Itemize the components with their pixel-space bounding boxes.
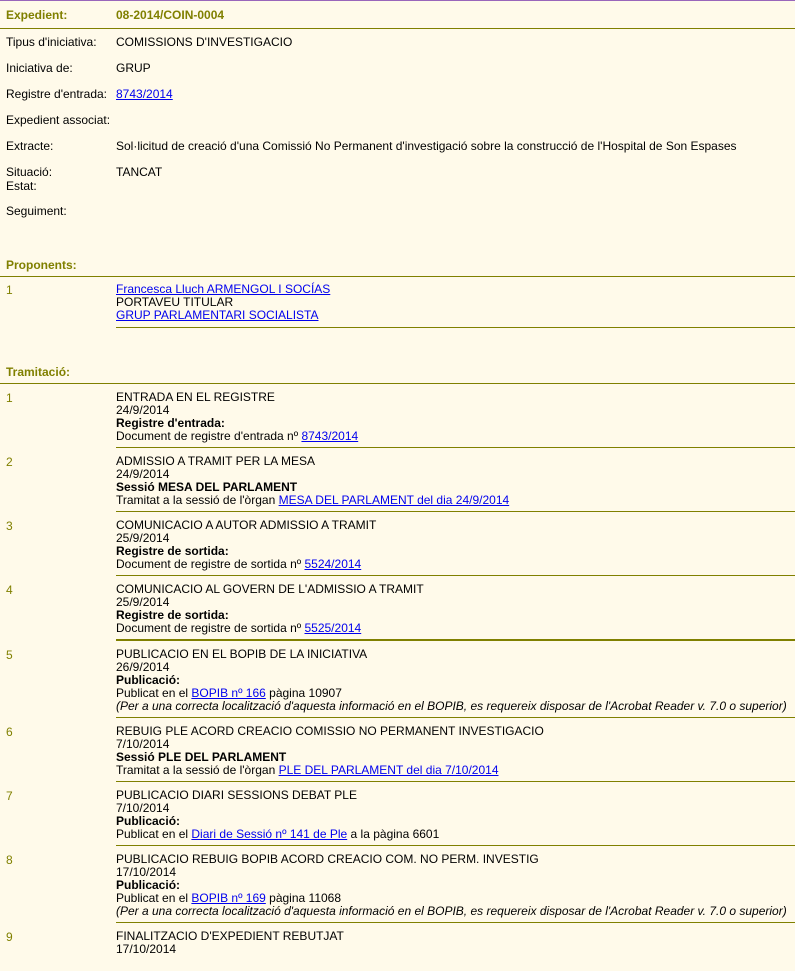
field-label: Iniciativa de: bbox=[6, 61, 73, 75]
field-registre bbox=[0, 87, 795, 113]
field-value: COMISSIONS D'INVESTIGACIO bbox=[116, 35, 293, 49]
field-label bbox=[6, 165, 116, 204]
estat-label: Estat: bbox=[6, 179, 37, 193]
row-number: 2 bbox=[6, 455, 13, 469]
detail-prefix: Publicat en el bbox=[116, 686, 192, 700]
item-link[interactable]: 8743/2014 bbox=[301, 429, 359, 443]
item-bold-label: Publicació: bbox=[116, 814, 181, 828]
detail-prefix: Publicat en el bbox=[116, 891, 192, 905]
item-date: 26/9/2014 bbox=[116, 660, 170, 674]
field-value bbox=[116, 204, 795, 254]
proponents-title: Proponents: bbox=[0, 254, 795, 277]
field-label: Extracte: bbox=[6, 139, 54, 153]
field-label: Tipus d'iniciativa: bbox=[6, 35, 97, 49]
item-title: ADMISSIO A TRAMIT PER LA MESA bbox=[116, 454, 315, 468]
field-label: Seguiment: bbox=[6, 204, 67, 218]
detail-suffix: pàgina 11068 bbox=[265, 891, 342, 905]
item-bold-label: Sessió PLE DEL PARLAMENT bbox=[116, 750, 287, 764]
proponent-name-link[interactable]: Francesca Lluch ARMENGOL I SOCÍAS bbox=[116, 282, 331, 296]
item-bold-label: Publicació: bbox=[116, 673, 181, 687]
item-bold-label: Publicació: bbox=[116, 878, 181, 892]
item-detail bbox=[116, 764, 795, 777]
tramitacio-item bbox=[0, 512, 795, 571]
item-link[interactable]: 5525/2014 bbox=[304, 621, 362, 635]
situacio-label: Situació: bbox=[6, 165, 53, 179]
row-number: 3 bbox=[6, 519, 13, 533]
detail-prefix: Document de registre de sortida nº bbox=[116, 621, 305, 635]
row-number: 4 bbox=[6, 583, 13, 597]
field-expedient-associat bbox=[0, 113, 795, 139]
item-title: FINALITZACIO D'EXPEDIENT REBUTJAT bbox=[116, 929, 344, 943]
item-detail bbox=[116, 430, 795, 443]
expedient-label: Expedient: bbox=[6, 7, 68, 22]
detail-suffix: a la pàgina 6601 bbox=[347, 827, 440, 841]
field-tipus bbox=[0, 35, 795, 61]
proponent-row bbox=[0, 277, 795, 322]
item-title: ENTRADA EN EL REGISTRE bbox=[116, 390, 275, 404]
item-link[interactable]: Diari de Sessió nº 141 de Ple bbox=[191, 827, 348, 841]
item-title: COMUNICACIO AL GOVERN DE L'ADMISSIO A TRAMIT bbox=[116, 582, 424, 596]
tramitacio-item bbox=[0, 384, 795, 443]
item-date: 7/10/2014 bbox=[116, 737, 170, 751]
tramitacio-item bbox=[0, 576, 795, 635]
item-date: 25/9/2014 bbox=[116, 531, 170, 545]
row-number: 8 bbox=[6, 853, 13, 867]
registre-link[interactable]: 8743/2014 bbox=[116, 87, 173, 101]
proponent-role: PORTAVEU TITULAR bbox=[116, 295, 234, 309]
item-bold-label: Registre d'entrada: bbox=[116, 416, 225, 430]
field-label: Expedient associat: bbox=[6, 113, 111, 127]
item-title: COMUNICACIO A AUTOR ADMISSIO A TRAMIT bbox=[116, 518, 377, 532]
tramitacio-item bbox=[0, 718, 795, 777]
acrobat-note: (Per a una correcta localització d'aquesta informació en el BOPIB, es requereix disposar de l'Acrobat Reader v. 7.0 o superior) bbox=[116, 904, 787, 918]
item-title: REBUIG PLE ACORD CREACIO COMISSIO NO PERMANENT INVESTIGACIO bbox=[116, 724, 544, 738]
item-title: PUBLICACIO REBUIG BOPIB ACORD CREACIO COM. NO PERM. INVESTIG bbox=[116, 852, 539, 866]
item-detail bbox=[116, 622, 795, 635]
acrobat-note: (Per a una correcta localització d'aquesta informació en el BOPIB, es requereix disposar de l'Acrobat Reader v. 7.0 o superior) bbox=[116, 699, 787, 713]
detail-prefix: Document de registre de sortida nº bbox=[116, 557, 305, 571]
tramitacio-item bbox=[0, 448, 795, 507]
item-link[interactable]: 5524/2014 bbox=[304, 557, 362, 571]
item-link[interactable]: BOPIB nº 169 bbox=[191, 891, 266, 905]
item-date: 17/10/2014 bbox=[116, 942, 177, 956]
item-date: 17/10/2014 bbox=[116, 865, 177, 879]
field-label: Registre d'entrada: bbox=[6, 87, 108, 101]
tramitacio-item bbox=[0, 846, 795, 918]
detail-prefix: Tramitat a la sessió de l'òrgan bbox=[116, 493, 279, 507]
item-link[interactable]: MESA DEL PARLAMENT del dia 24/9/2014 bbox=[278, 493, 510, 507]
proponent-group-link[interactable]: GRUP PARLAMENTARI SOCIALISTA bbox=[116, 308, 319, 322]
row-number: 7 bbox=[6, 789, 13, 803]
item-date: 25/9/2014 bbox=[116, 595, 170, 609]
item-detail bbox=[116, 494, 795, 507]
field-value: Sol·licitud de creació d'una Comissió No Permanent d'investigació sobre la construcció de l'Hospital de Son Espases bbox=[116, 139, 737, 153]
detail-suffix: pàgina 10907 bbox=[265, 686, 342, 700]
item-link[interactable]: PLE DEL PARLAMENT del dia 7/10/2014 bbox=[278, 763, 499, 777]
expedient-header bbox=[0, 1, 795, 29]
row-number: 5 bbox=[6, 648, 13, 662]
item-title: PUBLICACIO DIARI SESSIONS DEBAT PLE bbox=[116, 788, 357, 802]
row-number: 9 bbox=[6, 930, 13, 944]
field-extracte bbox=[0, 139, 795, 165]
tramitacio-item bbox=[0, 923, 795, 956]
field-iniciativa bbox=[0, 61, 795, 87]
item-date: 7/10/2014 bbox=[116, 801, 170, 815]
tramitacio-item bbox=[0, 782, 795, 841]
item-detail bbox=[116, 558, 795, 571]
field-value: GRUP bbox=[116, 61, 151, 75]
detail-prefix: Tramitat a la sessió de l'òrgan bbox=[116, 763, 279, 777]
detail-prefix: Document de registre d'entrada nº bbox=[116, 429, 302, 443]
field-value bbox=[116, 113, 795, 139]
row-number: 6 bbox=[6, 725, 13, 739]
fields bbox=[0, 29, 795, 254]
tramitacio-list bbox=[0, 384, 795, 956]
expedient-value: 08-2014/COIN-0004 bbox=[116, 7, 225, 22]
item-link[interactable]: BOPIB nº 166 bbox=[191, 686, 266, 700]
row-number: 1 bbox=[6, 391, 13, 405]
item-bold-label: Registre de sortida: bbox=[116, 544, 229, 558]
item-date: 24/9/2014 bbox=[116, 467, 170, 481]
detail-prefix: Publicat en el bbox=[116, 827, 192, 841]
item-detail bbox=[116, 828, 795, 841]
field-value: TANCAT bbox=[116, 165, 163, 179]
item-date: 24/9/2014 bbox=[116, 403, 170, 417]
field-situacio bbox=[0, 165, 795, 204]
item-bold-label: Registre de sortida: bbox=[116, 608, 229, 622]
field-seguiment bbox=[0, 204, 795, 254]
tramitacio-item bbox=[0, 641, 795, 713]
row-number: 1 bbox=[6, 283, 13, 297]
item-bold-label: Sessió MESA DEL PARLAMENT bbox=[116, 480, 298, 494]
item-title: PUBLICACIO EN EL BOPIB DE LA INICIATIVA bbox=[116, 647, 368, 661]
tramitacio-title: Tramitació: bbox=[0, 361, 795, 384]
